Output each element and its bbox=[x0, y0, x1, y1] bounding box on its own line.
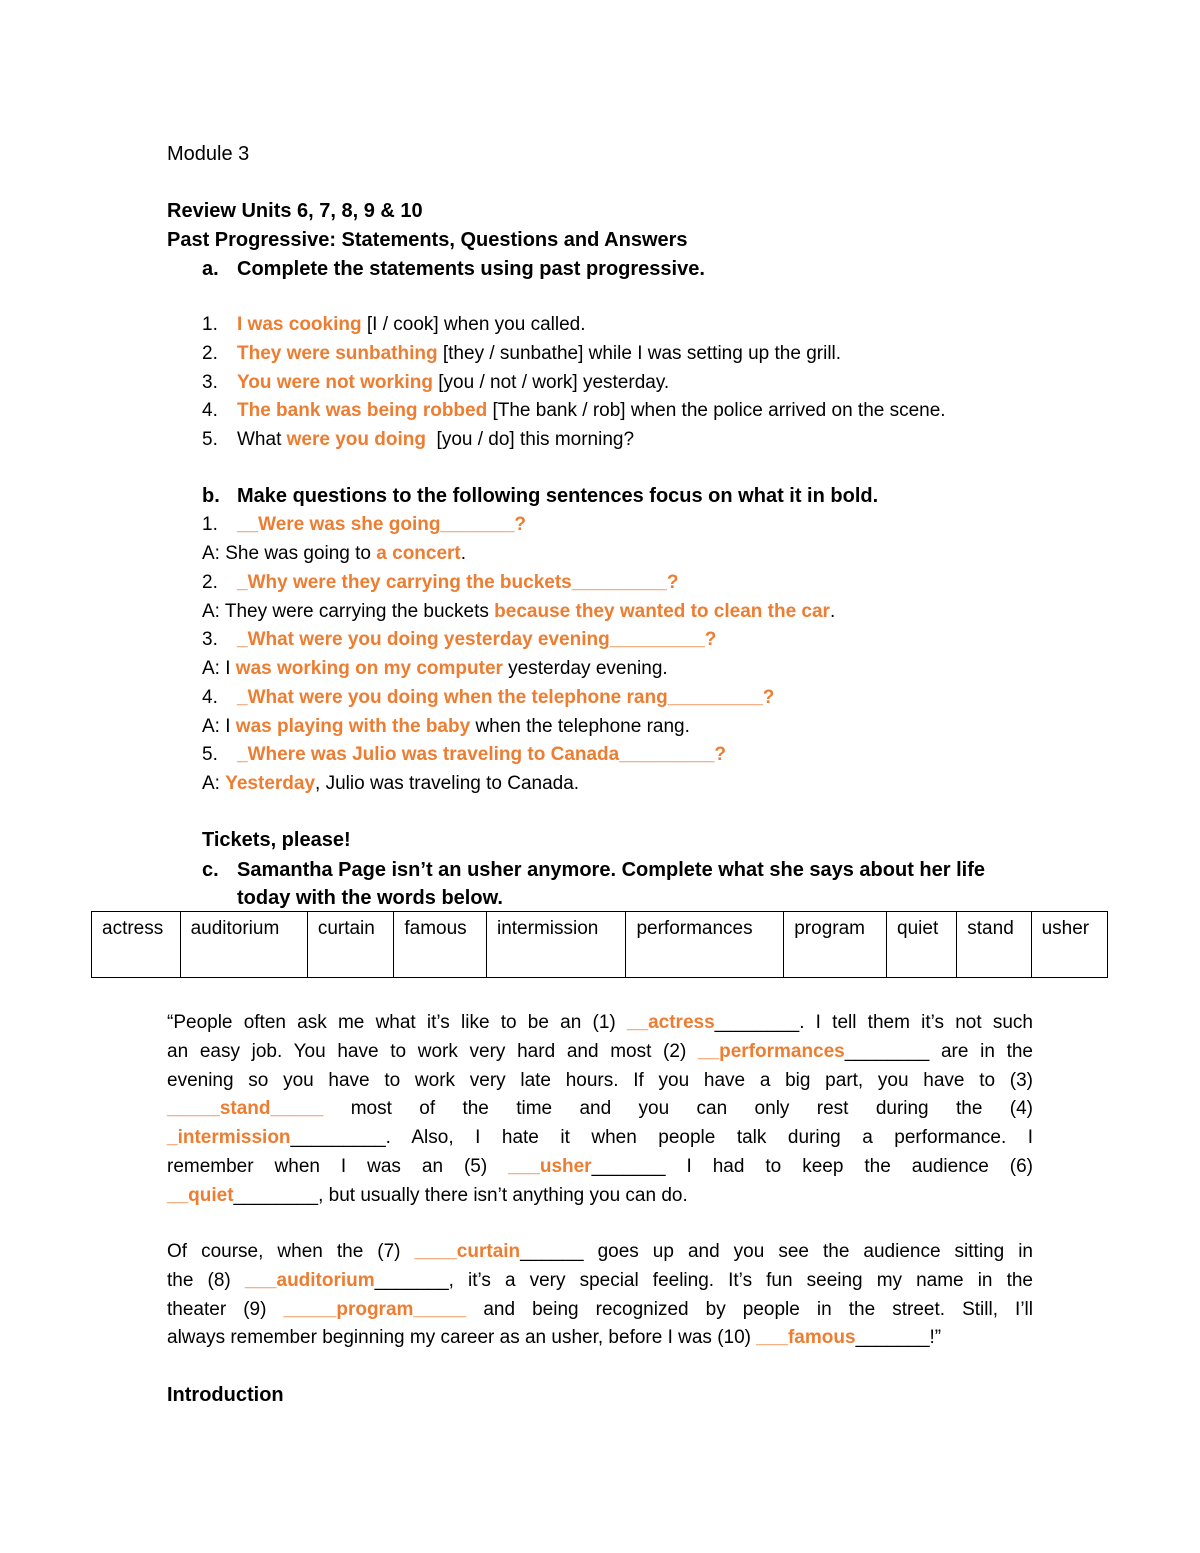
answer-focus: a concert bbox=[376, 543, 461, 564]
paragraph-line bbox=[167, 1153, 1033, 1182]
statement-item bbox=[237, 371, 669, 395]
item-number: 3. bbox=[202, 372, 218, 393]
answer-prefix: A: I bbox=[202, 658, 236, 679]
fill-in-answer: ___famous bbox=[756, 1327, 856, 1349]
paragraph-text: an easy job. You have to work very hard and most (2) bbox=[167, 1040, 698, 1062]
word-bank-cell: auditorium bbox=[180, 912, 307, 978]
tickets-title: Tickets, please! bbox=[202, 829, 351, 851]
statement-prefix: What bbox=[237, 429, 287, 450]
paragraph-text: Of course, when the (7) bbox=[167, 1241, 415, 1262]
item-number: 2. bbox=[202, 572, 218, 593]
paragraph-text: ________, but usually there isn’t anything you can do. bbox=[233, 1184, 688, 1206]
question-answer: __Were was she going_______? bbox=[237, 514, 527, 535]
answer-focus: was playing with the baby bbox=[235, 716, 471, 737]
answer-line bbox=[202, 715, 690, 739]
paragraph-text: and being recognized by people in the street. Still, I’ll bbox=[466, 1298, 1034, 1320]
word-bank-cell: usher bbox=[1031, 912, 1107, 978]
answer-line bbox=[202, 542, 466, 566]
answer-suffix: . bbox=[829, 601, 836, 622]
fill-in-answer: ___usher bbox=[508, 1155, 592, 1177]
fill-in-answer: ____curtain bbox=[414, 1241, 521, 1262]
question-answer: _What were you doing when the telephone rang_________? bbox=[237, 687, 775, 708]
fill-in-answer: _____stand_____ bbox=[167, 1098, 324, 1120]
item-number: 3. bbox=[202, 629, 218, 650]
answer-focus: because they wanted to clean the car bbox=[494, 601, 830, 622]
word-bank-cell: curtain bbox=[307, 912, 394, 978]
paragraph-line bbox=[167, 1267, 1033, 1296]
fill-in-answer: _intermission bbox=[167, 1127, 291, 1149]
paragraph-text: _______, it’s a very special feeling. It’s fun seeing my name in the bbox=[374, 1269, 1033, 1291]
statement-answer: You were not working bbox=[237, 372, 433, 393]
item-number: 5. bbox=[202, 744, 218, 765]
answer-line bbox=[202, 657, 668, 681]
item-number: 1. bbox=[202, 314, 218, 335]
paragraph-line bbox=[167, 1324, 1033, 1353]
story-paragraph-1 bbox=[167, 1009, 1033, 1211]
review-heading: Review Units 6, 7, 8, 9 & 10 bbox=[167, 200, 423, 222]
word-bank-table bbox=[91, 911, 1108, 978]
item-number: 4. bbox=[202, 400, 218, 421]
paragraph-text: _______ I had to keep the audience (6) bbox=[591, 1155, 1034, 1177]
answer-prefix: A: I bbox=[202, 716, 236, 737]
paragraph-text: ______ goes up and you see the audience sitting in bbox=[520, 1241, 1033, 1262]
fill-in-answer: __quiet bbox=[167, 1184, 234, 1206]
item-number: 4. bbox=[202, 687, 218, 708]
paragraph-text: _________. Also, I hate it when people talk during a performance. I bbox=[290, 1127, 1033, 1149]
paragraph-line bbox=[167, 1067, 1033, 1096]
fill-in-answer: __actress bbox=[626, 1012, 715, 1033]
paragraph-text: evening so you have to work very late hours. If you have a big part, you have to (3) bbox=[167, 1069, 1033, 1091]
paragraph-text: ________ are in the bbox=[844, 1040, 1033, 1062]
section-a-label: a. bbox=[202, 258, 219, 280]
answer-focus: Yesterday bbox=[225, 773, 316, 794]
answer-line bbox=[202, 600, 835, 624]
section-b-instruction: Make questions to the following sentences focus on what it in bold. bbox=[237, 485, 879, 507]
statement-text: [you / not / work] yesterday. bbox=[433, 372, 670, 393]
paragraph-line bbox=[167, 1009, 1033, 1038]
section-c-label: c. bbox=[202, 859, 219, 881]
statement-answer: I was cooking bbox=[237, 314, 362, 335]
paragraph-line bbox=[167, 1038, 1033, 1067]
answer-suffix: yesterday evening. bbox=[502, 658, 668, 679]
answer-prefix: A: They were carrying the buckets bbox=[202, 601, 495, 622]
answer-focus: was working on my computer bbox=[235, 658, 503, 679]
word-bank-cell: performances bbox=[626, 912, 784, 978]
module-title: Module 3 bbox=[167, 143, 250, 165]
item-number: 5. bbox=[202, 429, 218, 450]
statement-answer: The bank was being robbed bbox=[237, 400, 488, 421]
story-paragraph-2 bbox=[167, 1238, 1033, 1353]
word-bank-cell: program bbox=[784, 912, 887, 978]
word-bank-cell: famous bbox=[394, 912, 487, 978]
statement-text: [they / sunbathe] while I was setting up the grill. bbox=[437, 343, 842, 364]
section-b-label: b. bbox=[202, 485, 220, 507]
word-bank-row bbox=[92, 912, 1108, 978]
introduction-heading: Introduction bbox=[167, 1384, 284, 1406]
answer-prefix: A: bbox=[202, 773, 226, 794]
section-c-instruction-line2: today with the words below. bbox=[237, 887, 503, 909]
paragraph-text: theater (9) bbox=[167, 1298, 284, 1320]
paragraph-text: always remember beginning my career as an usher, before I was (10) bbox=[167, 1327, 757, 1349]
statement-text: [you / do] this morning? bbox=[425, 429, 635, 450]
section-c-instruction-line1: Samantha Page isn’t an usher anymore. Complete what she says about her life bbox=[237, 859, 985, 881]
paragraph-line bbox=[167, 1238, 1033, 1267]
word-bank-cell: actress bbox=[92, 912, 181, 978]
paragraph-text: ________. I tell them it’s not such bbox=[714, 1012, 1033, 1033]
answer-suffix: when the telephone rang. bbox=[470, 716, 690, 737]
paragraph-line bbox=[167, 1095, 1033, 1124]
statement-answer: They were sunbathing bbox=[237, 343, 438, 364]
paragraph-text: “People often ask me what it’s like to be an (1) bbox=[167, 1012, 627, 1033]
fill-in-answer: __performances bbox=[697, 1040, 845, 1062]
answer-prefix: A: She was going to bbox=[202, 543, 377, 564]
word-bank-cell: quiet bbox=[887, 912, 957, 978]
statement-item bbox=[237, 428, 634, 452]
answer-line bbox=[202, 772, 579, 796]
item-number: 1. bbox=[202, 514, 218, 535]
paragraph-text: _______!” bbox=[855, 1327, 942, 1349]
paragraph-line bbox=[167, 1182, 1033, 1211]
paragraph-text: most of the time and you can only rest during the (4) bbox=[323, 1098, 1033, 1120]
answer-suffix: , Julio was traveling to Canada. bbox=[315, 773, 580, 794]
question-answer: _What were you doing yesterday evening_________? bbox=[237, 629, 717, 650]
question-answer: _Why were they carrying the buckets_________? bbox=[237, 572, 679, 593]
word-bank-cell: intermission bbox=[486, 912, 625, 978]
statement-item bbox=[237, 399, 946, 423]
item-number: 2. bbox=[202, 343, 218, 364]
paragraph-line bbox=[167, 1296, 1033, 1325]
statement-text: [I / cook] when you called. bbox=[361, 314, 586, 335]
paragraph-text: remember when I was an (5) bbox=[167, 1155, 509, 1177]
fill-in-answer: ___auditorium bbox=[244, 1269, 375, 1291]
topic-heading: Past Progressive: Statements, Questions and Answers bbox=[167, 229, 688, 251]
statement-item bbox=[237, 313, 586, 337]
answer-suffix: . bbox=[460, 543, 467, 564]
question-answer: _Where was Julio was traveling to Canada_________? bbox=[237, 744, 726, 765]
paragraph-text: the (8) bbox=[167, 1269, 245, 1291]
statement-item bbox=[237, 342, 841, 366]
statement-text: [The bank / rob] when the police arrived on the scene. bbox=[487, 400, 946, 421]
paragraph-line bbox=[167, 1124, 1033, 1153]
statement-answer: were you doing bbox=[286, 429, 426, 450]
fill-in-answer: _____program_____ bbox=[283, 1298, 467, 1320]
word-bank-cell: stand bbox=[957, 912, 1031, 978]
section-a-instruction: Complete the statements using past progressive. bbox=[237, 258, 705, 280]
